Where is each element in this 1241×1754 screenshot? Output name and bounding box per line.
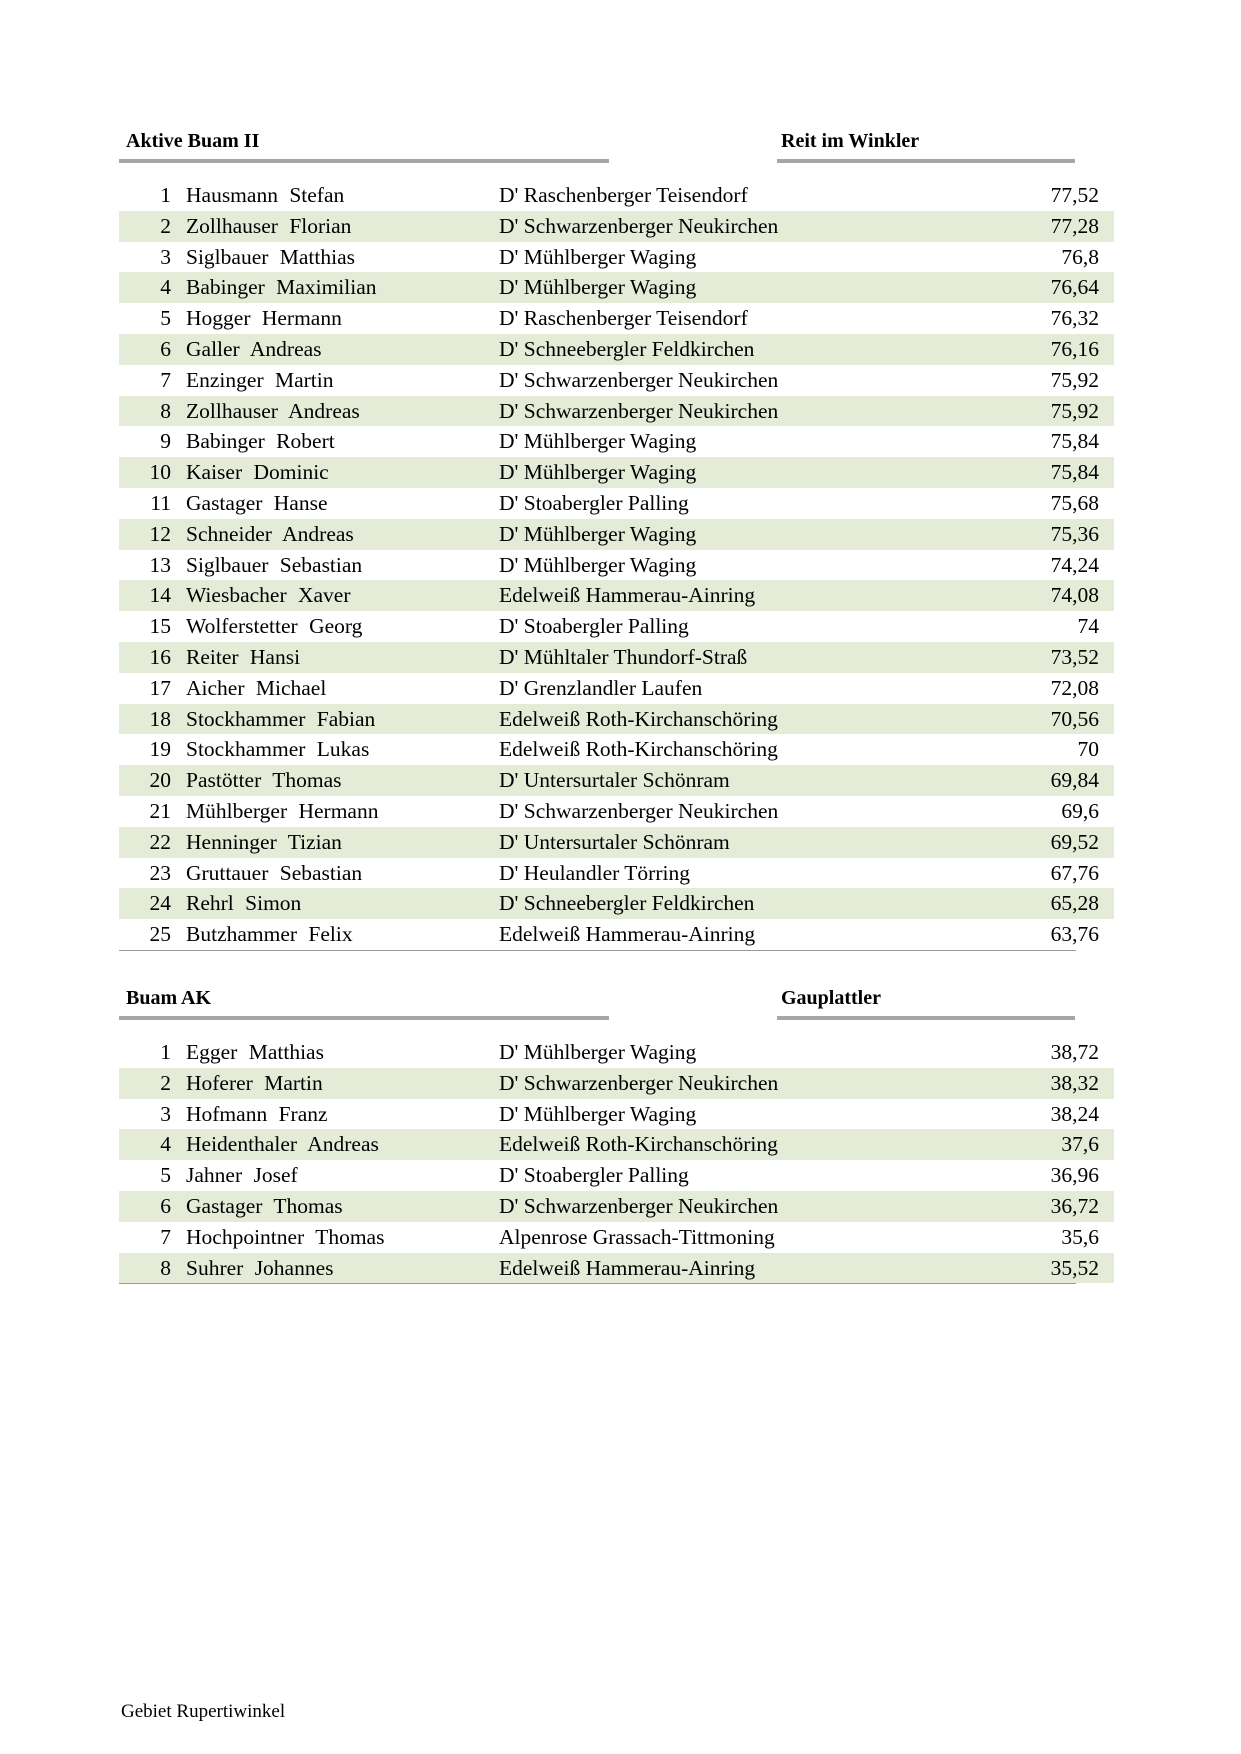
name-cell: Egger Matthias <box>186 1040 324 1064</box>
name-cell: Hogger Hermann <box>186 306 342 331</box>
rank-cell: 5 <box>160 306 171 331</box>
club-cell: D' Stoabergler Palling <box>499 1163 689 1188</box>
club-cell: D' Schneebergler Feldkirchen <box>499 336 755 361</box>
name-cell: Enzinger Martin <box>186 367 334 392</box>
name-cell: Schneider Andreas <box>186 521 354 546</box>
name-cell: Gastager Thomas <box>186 1193 343 1218</box>
club-cell: D' Schwarzenberger Neukirchen <box>499 398 779 423</box>
table-row <box>119 1222 1114 1253</box>
score-cell: 37,6 <box>1061 1132 1099 1157</box>
rank-cell: 3 <box>160 244 171 269</box>
club-cell: D' Untersurtaler Schönram <box>499 768 730 793</box>
rank-cell: 6 <box>160 336 171 361</box>
rank-cell: 1 <box>160 183 171 207</box>
name-cell: Suhrer Johannes <box>186 1255 334 1280</box>
rank-cell: 11 <box>150 490 171 515</box>
rank-cell: 8 <box>160 398 171 423</box>
score-cell: 36,72 <box>1050 1193 1099 1218</box>
name-cell: Aicher Michael <box>186 675 327 700</box>
name-cell: Henninger Tizian <box>186 829 342 854</box>
score-cell: 69,52 <box>1050 829 1099 854</box>
score-cell: 72,08 <box>1050 675 1099 700</box>
table-row <box>119 519 1114 550</box>
results-table <box>119 180 1114 950</box>
table-row <box>119 272 1114 303</box>
table-row <box>119 765 1114 796</box>
score-cell: 76,8 <box>1061 244 1099 269</box>
name-cell: Gruttauer Sebastian <box>186 860 363 885</box>
rank-cell: 19 <box>149 737 171 762</box>
score-cell: 75,92 <box>1050 367 1099 392</box>
club-cell: D' Stoabergler Palling <box>499 490 689 515</box>
rank-cell: 23 <box>149 860 171 885</box>
table-row <box>119 488 1114 519</box>
score-cell: 69,84 <box>1050 768 1099 793</box>
score-cell: 38,32 <box>1050 1070 1099 1095</box>
score-cell: 67,76 <box>1050 860 1099 885</box>
table-row <box>119 796 1114 827</box>
table-bottom-rule <box>119 950 1076 951</box>
club-cell: D' Heulandler Törring <box>499 860 690 885</box>
name-cell: Reiter Hansi <box>186 644 301 669</box>
club-cell: D' Untersurtaler Schönram <box>499 829 730 854</box>
club-cell: D' Mühlberger Waging <box>499 429 697 454</box>
rank-cell: 22 <box>149 829 171 854</box>
rank-cell: 15 <box>149 614 171 639</box>
rank-cell: 16 <box>149 644 171 669</box>
location-underline <box>777 1016 1075 1020</box>
rank-cell: 13 <box>149 552 171 577</box>
club-cell: D' Mühlberger Waging <box>499 460 697 485</box>
section-title: Aktive Buam II <box>126 130 260 152</box>
name-cell: Siglbauer Matthias <box>186 244 356 269</box>
name-cell: Wiesbacher Xaver <box>186 583 351 608</box>
score-cell: 75,36 <box>1050 521 1099 546</box>
table-row <box>119 611 1114 642</box>
table-bottom-rule <box>119 1283 1076 1284</box>
club-cell: D' Mühlberger Waging <box>499 275 697 300</box>
name-cell: Stockhammer Fabian <box>186 706 376 731</box>
club-cell: D' Stoabergler Palling <box>499 614 689 639</box>
rank-cell: 12 <box>149 521 171 546</box>
location-underline <box>777 159 1075 163</box>
table-row <box>119 580 1114 611</box>
club-cell: Alpenrose Grassach-Tittmoning <box>499 1224 775 1249</box>
table-row <box>119 1129 1114 1160</box>
name-cell: Mühlberger Hermann <box>186 798 379 823</box>
name-cell: Hoferer Martin <box>186 1070 323 1095</box>
name-cell: Stockhammer Lukas <box>186 737 370 762</box>
name-cell: Babinger Robert <box>186 429 335 454</box>
name-cell: Zollhauser Florian <box>186 213 352 238</box>
rank-cell: 14 <box>149 583 171 608</box>
results-table <box>119 1037 1114 1283</box>
name-cell: Babinger Maximilian <box>186 275 377 300</box>
club-cell: D' Mühltaler Thundorf-Straß <box>499 644 748 669</box>
score-cell: 75,92 <box>1050 398 1099 423</box>
score-cell: 77,28 <box>1050 213 1099 238</box>
rank-cell: 3 <box>160 1101 171 1126</box>
table-row <box>119 457 1114 488</box>
name-cell: Pastötter Thomas <box>186 768 342 793</box>
club-cell: D' Raschenberger Teisendorf <box>499 183 748 207</box>
rank-cell: 7 <box>160 1224 171 1249</box>
rank-cell: 6 <box>160 1193 171 1218</box>
score-cell: 35,52 <box>1050 1255 1099 1280</box>
score-cell: 74,08 <box>1050 583 1099 608</box>
table-row <box>119 1191 1114 1222</box>
rank-cell: 17 <box>149 675 171 700</box>
club-cell: D' Schneebergler Feldkirchen <box>499 891 755 916</box>
section-location: Reit im Winkler <box>781 130 920 152</box>
section-location: Gauplattler <box>781 987 881 1009</box>
name-cell: Heidenthaler Andreas <box>186 1132 379 1157</box>
table-row <box>119 704 1114 735</box>
table-row <box>119 211 1114 242</box>
score-cell: 38,72 <box>1050 1040 1099 1064</box>
rank-cell: 18 <box>149 706 171 731</box>
club-cell: D' Schwarzenberger Neukirchen <box>499 213 779 238</box>
rank-cell: 24 <box>149 891 171 916</box>
rank-cell: 4 <box>160 275 171 300</box>
club-cell: Edelweiß Hammerau-Ainring <box>499 583 756 608</box>
club-cell: D' Mühlberger Waging <box>499 552 697 577</box>
table-row <box>119 1160 1114 1191</box>
title-underline <box>119 1016 609 1020</box>
score-cell: 75,84 <box>1050 460 1099 485</box>
club-cell: Edelweiß Roth-Kirchanschöring <box>499 706 778 731</box>
rank-cell: 2 <box>160 1070 171 1095</box>
rank-cell: 2 <box>160 213 171 238</box>
score-cell: 69,6 <box>1061 798 1099 823</box>
club-cell: D' Mühlberger Waging <box>499 1040 697 1064</box>
score-cell: 75,84 <box>1050 429 1099 454</box>
club-cell: Edelweiß Roth-Kirchanschöring <box>499 737 778 762</box>
rank-cell: 9 <box>160 429 171 454</box>
name-cell: Galler Andreas <box>186 336 322 361</box>
score-cell: 63,76 <box>1050 922 1099 947</box>
table-row <box>119 1068 1114 1099</box>
club-cell: D' Grenzlandler Laufen <box>499 675 703 700</box>
score-cell: 76,64 <box>1050 275 1099 300</box>
name-cell: Rehrl Simon <box>186 891 302 916</box>
table-row <box>119 242 1114 273</box>
table-row <box>119 1099 1114 1130</box>
rank-cell: 25 <box>149 922 171 947</box>
club-cell: D' Schwarzenberger Neukirchen <box>499 1070 779 1095</box>
table-row <box>119 888 1114 919</box>
table-row <box>119 334 1114 365</box>
score-cell: 70 <box>1077 737 1099 762</box>
club-cell: Edelweiß Hammerau-Ainring <box>499 1255 756 1280</box>
table-row <box>119 858 1114 889</box>
name-cell: Hausmann Stefan <box>186 183 345 207</box>
score-cell: 36,96 <box>1050 1163 1099 1188</box>
table-row <box>119 827 1114 858</box>
table-row <box>119 1037 1114 1068</box>
name-cell: Zollhauser Andreas <box>186 398 360 423</box>
title-underline <box>119 159 609 163</box>
table-row <box>119 734 1114 765</box>
rank-cell: 4 <box>160 1132 171 1157</box>
club-cell: D' Schwarzenberger Neukirchen <box>499 798 779 823</box>
club-cell: D' Mühlberger Waging <box>499 521 697 546</box>
rank-cell: 8 <box>160 1255 171 1280</box>
table-row <box>119 426 1114 457</box>
score-cell: 77,52 <box>1050 183 1099 207</box>
score-cell: 38,24 <box>1050 1101 1099 1126</box>
rank-cell: 21 <box>149 798 171 823</box>
score-cell: 76,32 <box>1050 306 1099 331</box>
rank-cell: 10 <box>149 460 171 485</box>
footer-region-label: Gebiet Rupertiwinkel <box>121 1701 286 1722</box>
table-row <box>119 396 1114 427</box>
table-row <box>119 550 1114 581</box>
name-cell: Wolferstetter Georg <box>186 614 363 639</box>
name-cell: Gastager Hanse <box>186 490 328 515</box>
table-row <box>119 303 1114 334</box>
club-cell: D' Raschenberger Teisendorf <box>499 306 748 331</box>
rank-cell: 7 <box>160 367 171 392</box>
score-cell: 73,52 <box>1050 644 1099 669</box>
score-cell: 75,68 <box>1050 490 1099 515</box>
score-cell: 35,6 <box>1061 1224 1099 1249</box>
name-cell: Hochpointner Thomas <box>186 1224 385 1249</box>
club-cell: D' Mühlberger Waging <box>499 244 697 269</box>
table-row <box>119 180 1114 211</box>
score-cell: 76,16 <box>1050 336 1099 361</box>
name-cell: Jahner Josef <box>186 1163 298 1188</box>
table-row <box>119 919 1114 950</box>
name-cell: Hofmann Franz <box>186 1101 328 1126</box>
table-row <box>119 365 1114 396</box>
score-cell: 74,24 <box>1050 552 1099 577</box>
name-cell: Butzhammer Felix <box>186 922 353 947</box>
score-cell: 70,56 <box>1050 706 1099 731</box>
rank-cell: 5 <box>160 1163 171 1188</box>
club-cell: Edelweiß Hammerau-Ainring <box>499 922 756 947</box>
club-cell: D' Schwarzenberger Neukirchen <box>499 1193 779 1218</box>
section-title: Buam AK <box>126 987 212 1009</box>
rank-cell: 20 <box>149 768 171 793</box>
name-cell: Siglbauer Sebastian <box>186 552 363 577</box>
table-row <box>119 1253 1114 1284</box>
score-cell: 65,28 <box>1050 891 1099 916</box>
club-cell: D' Schwarzenberger Neukirchen <box>499 367 779 392</box>
club-cell: D' Mühlberger Waging <box>499 1101 697 1126</box>
name-cell: Kaiser Dominic <box>186 460 329 485</box>
table-row <box>119 642 1114 673</box>
score-cell: 74 <box>1077 614 1099 639</box>
table-row <box>119 673 1114 704</box>
club-cell: Edelweiß Roth-Kirchanschöring <box>499 1132 778 1157</box>
rank-cell: 1 <box>160 1040 171 1064</box>
